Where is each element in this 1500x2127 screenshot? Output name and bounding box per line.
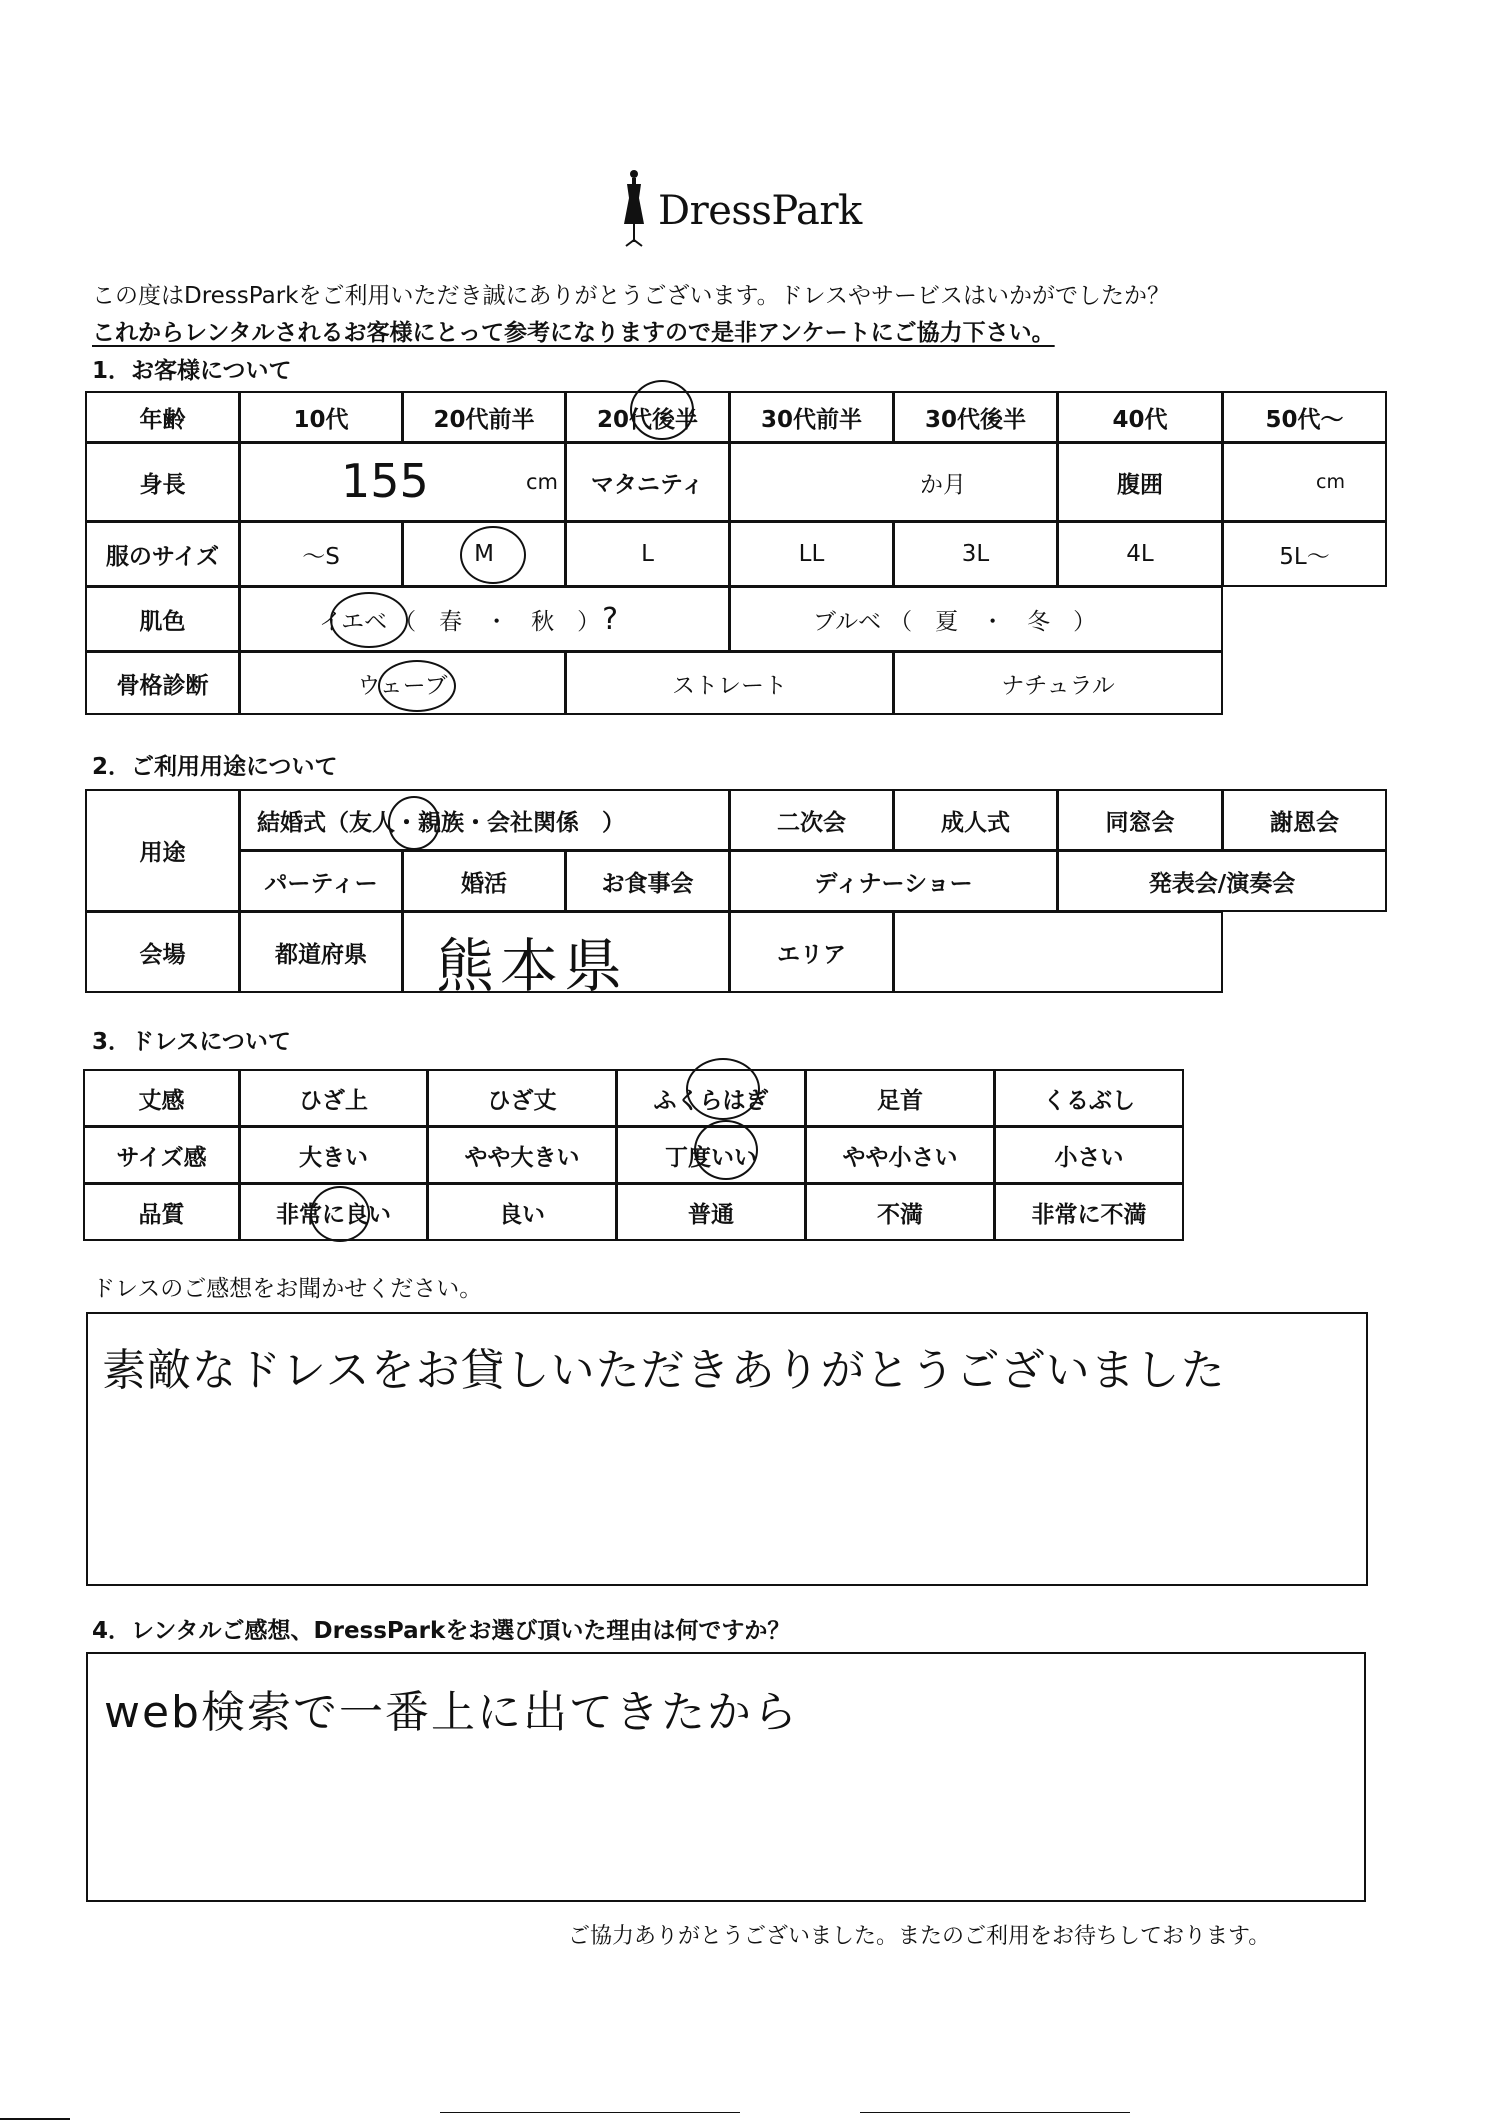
section-4-title: 4．レンタルご感想、DressParkをお選び頂いた理由は何ですか？	[92, 1618, 791, 1644]
quality-option[interactable]: 普通	[616, 1183, 806, 1241]
height-value: 155	[341, 454, 429, 508]
party-option[interactable]: パーティー	[239, 850, 403, 912]
konkatsu-option[interactable]: 婚活	[402, 850, 566, 912]
dinner-show-option[interactable]: ディナーショー	[729, 850, 1058, 912]
selection-circle	[694, 1120, 758, 1180]
size-option[interactable]: LL	[729, 521, 894, 587]
section-2-title: 2．ご利用用途について	[92, 754, 338, 780]
area-field[interactable]	[893, 911, 1223, 993]
skin-yellow-field[interactable]	[239, 586, 730, 652]
quality-label: 品質	[83, 1183, 240, 1241]
quality-option[interactable]: 良い	[427, 1183, 617, 1241]
question-mark: ?	[602, 601, 619, 637]
size-option[interactable]: M	[402, 521, 566, 587]
age-option[interactable]: 30代前半	[729, 391, 894, 443]
selection-circle	[310, 1186, 370, 1242]
month-unit: か月	[920, 471, 966, 498]
intro-line-1: この度はDressParkをご利用いただき誠にありがとうございます。ドレスやサービスはいかがでしたか？	[92, 283, 1170, 309]
prefecture-label: 都道府県	[239, 911, 403, 993]
scan-mark	[0, 2118, 70, 2120]
quality-option[interactable]: 不満	[805, 1183, 995, 1241]
length-option[interactable]: ふくらはぎ	[616, 1069, 806, 1127]
intro-line-2: これからレンタルされるお客様にとって参考になりますので是非アンケートにご協力下さい。	[92, 320, 1055, 346]
quality-option[interactable]: 非常に不満	[994, 1183, 1184, 1241]
wedding-other-options: ・親族・会社関係 ）	[395, 809, 625, 836]
purpose-label: 用途	[85, 789, 240, 912]
fit-option[interactable]: 小さい	[994, 1126, 1184, 1184]
area-label: エリア	[729, 911, 894, 993]
fit-option[interactable]: やや大きい	[427, 1126, 617, 1184]
footer-thanks: ご協力ありがとうございました。またのご利用をお待ちしております。	[568, 1924, 1271, 1949]
brand-logo	[618, 168, 862, 258]
dress-comment-prompt: ドレスのご感想をお聞かせください。	[92, 1276, 483, 1302]
prefecture-value: 熊本県	[436, 932, 629, 1000]
size-option[interactable]: 3L	[893, 521, 1058, 587]
height-unit: cm	[525, 470, 558, 494]
skin-blue-seasons: （ 夏 ・ 冬 ）	[889, 608, 1097, 635]
dinner-party-option[interactable]: お食事会	[565, 850, 730, 912]
age-option[interactable]: 10代	[239, 391, 403, 443]
selection-circle	[330, 592, 408, 648]
height-field[interactable]	[239, 442, 566, 522]
size-label: 服のサイズ	[85, 521, 240, 587]
fit-option[interactable]: やや小さい	[805, 1126, 995, 1184]
scan-mark	[440, 2112, 740, 2113]
fit-option[interactable]: 大きい	[239, 1126, 428, 1184]
waist-label: 腹囲	[1057, 442, 1223, 522]
length-option[interactable]: ひざ上	[239, 1069, 428, 1127]
wedding-option[interactable]	[239, 789, 730, 851]
coming-of-age-option[interactable]: 成人式	[893, 789, 1058, 851]
reason-answer-box[interactable]	[86, 1652, 1366, 1902]
size-option[interactable]: ～S	[239, 521, 403, 587]
dress-comment-text: 素敵なドレスをお貸しいただきありがとうございました	[102, 1345, 1226, 1396]
reason-answer-text: web検索で一番上に出てきたから	[104, 1687, 799, 1738]
selection-circle	[460, 526, 526, 584]
section-3-title: 3．ドレスについて	[92, 1029, 291, 1055]
length-label: 丈感	[83, 1069, 240, 1127]
frame-label: 骨格診断	[85, 651, 240, 715]
fit-option[interactable]: 丁度いい	[616, 1126, 806, 1184]
dress-mannequin-icon	[618, 168, 650, 252]
size-option[interactable]: 5L～	[1222, 521, 1387, 587]
age-option[interactable]: 50代～	[1222, 391, 1387, 443]
size-option[interactable]: L	[565, 521, 730, 587]
skin-blue-field[interactable]	[729, 586, 1223, 652]
frame-option[interactable]: ストレート	[565, 651, 894, 715]
thanks-party-option[interactable]: 謝恩会	[1222, 789, 1387, 851]
second-party-option[interactable]: 二次会	[729, 789, 894, 851]
skin-yellow-option[interactable]: イエベ	[319, 608, 388, 635]
wedding-label: 結婚式（	[257, 809, 349, 836]
age-label: 年齢	[85, 391, 240, 443]
waist-field[interactable]	[1222, 442, 1387, 522]
brand-name: DressPark	[658, 188, 862, 234]
length-option[interactable]: くるぶし	[994, 1069, 1184, 1127]
skin-blue-option[interactable]: ブルベ	[813, 608, 882, 635]
scan-mark	[860, 2112, 1130, 2113]
age-option[interactable]: 20代後半	[565, 391, 730, 443]
selection-circle	[378, 660, 456, 712]
waist-unit: cm	[1316, 471, 1345, 493]
height-label: 身長	[85, 442, 240, 522]
length-option[interactable]: 足首	[805, 1069, 995, 1127]
quality-option[interactable]: 非常に良い	[239, 1183, 428, 1241]
selection-circle	[388, 796, 440, 850]
reunion-option[interactable]: 同窓会	[1057, 789, 1223, 851]
frame-option[interactable]: ナチュラル	[893, 651, 1223, 715]
dress-comment-box[interactable]	[86, 1312, 1368, 1586]
maternity-month-field[interactable]	[729, 442, 1058, 522]
selection-circle	[630, 380, 694, 440]
recital-option[interactable]: 発表会/演奏会	[1057, 850, 1387, 912]
size-option[interactable]: 4L	[1057, 521, 1223, 587]
venue-label: 会場	[85, 911, 240, 993]
prefecture-field[interactable]	[402, 911, 730, 1000]
wedding-friend-option[interactable]: 友人	[349, 809, 395, 836]
skin-label: 肌色	[85, 586, 240, 652]
age-option[interactable]: 20代前半	[402, 391, 566, 443]
skin-yellow-seasons: （ 春 ・ 秋 ）	[393, 608, 601, 635]
section-1-title: 1．お客様について	[92, 358, 292, 384]
maternity-label: マタニティ	[565, 442, 730, 522]
fit-label: サイズ感	[83, 1126, 240, 1184]
length-option[interactable]: ひざ丈	[427, 1069, 617, 1127]
age-option[interactable]: 40代	[1057, 391, 1223, 443]
selection-circle	[686, 1058, 760, 1120]
age-option[interactable]: 30代後半	[893, 391, 1058, 443]
frame-option[interactable]: ウェーブ	[239, 651, 566, 715]
